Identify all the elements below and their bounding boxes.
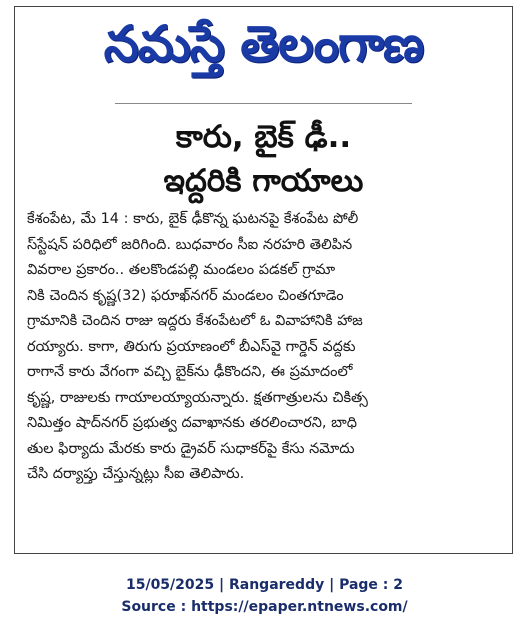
article-clipping [14,6,513,554]
body-line: స్‌స్టేషన్ పరిధిలో జరిగింది. బుధవారం సీఐ నరహరి తెలిపిన [27,236,353,253]
body-line: వివరాల ప్రకారం.. తలకొండపల్లి మండలం పడకల్ గ్రామా [27,262,336,278]
page-footer [0,574,529,618]
article-headline [15,115,512,203]
headline-line: ఇద్దరికి గాయాలు [163,163,364,199]
headline-line: కారు, బైక్ ఢీ.. [175,119,352,155]
article-body [27,207,502,488]
body-line: రాగానే కారు వేగంగా వచ్చి బైక్‌ను ఢీకొందని, ఈ ప్రమాదంలో [27,364,353,380]
body-line: రయ్యారు. కాగా, తిరుగు ప్రయాణంలో బీఎస్‌వై గార్డెన్ వద్దకు [27,338,356,355]
body-line: నిమిత్తం షాద్‌నగర్ ప్రభుత్వ దవాఖానకు తరలించారని, బాధి [27,415,357,431]
divider [115,103,412,104]
body-line: గ్రామానికి చెందిన రాజు ఇద్దరు కేశంపేటలో ఓ వివాహానికి హాజ [27,313,363,329]
body-line: కేశంపేట, మే 14 : కారు, బైక్ ఢీకొన్న ఘటనపై కేశంపేట పోలీ [27,211,359,227]
source-link[interactable]: Source : https://epaper.ntnews.com/ [121,599,408,615]
body-line: కృష్ణ, రాజులకు గాయాలయ్యాయన్నారు. క్షతగాత్రులను చికిత్స [27,389,368,406]
publication-meta: 15/05/2025 | Rangareddy | Page : 2 [125,577,404,593]
body-line: నికి చెందిన కృష్ణ(32) ఫరూఖ్‌నగర్ మండలం చింతగూడెం [27,287,344,304]
body-line: తుల ఫిర్యాదు మేరకు కారు డ్రైవర్ సుధాకర్‌పై కేసు నమోదు [27,440,355,457]
body-line: చేసి దర్యాప్తు చేస్తున్నట్లు సీఐ తెలిపారు. [27,466,245,482]
newspaper-masthead: నమస్తే తెలంగాణ [103,15,424,73]
